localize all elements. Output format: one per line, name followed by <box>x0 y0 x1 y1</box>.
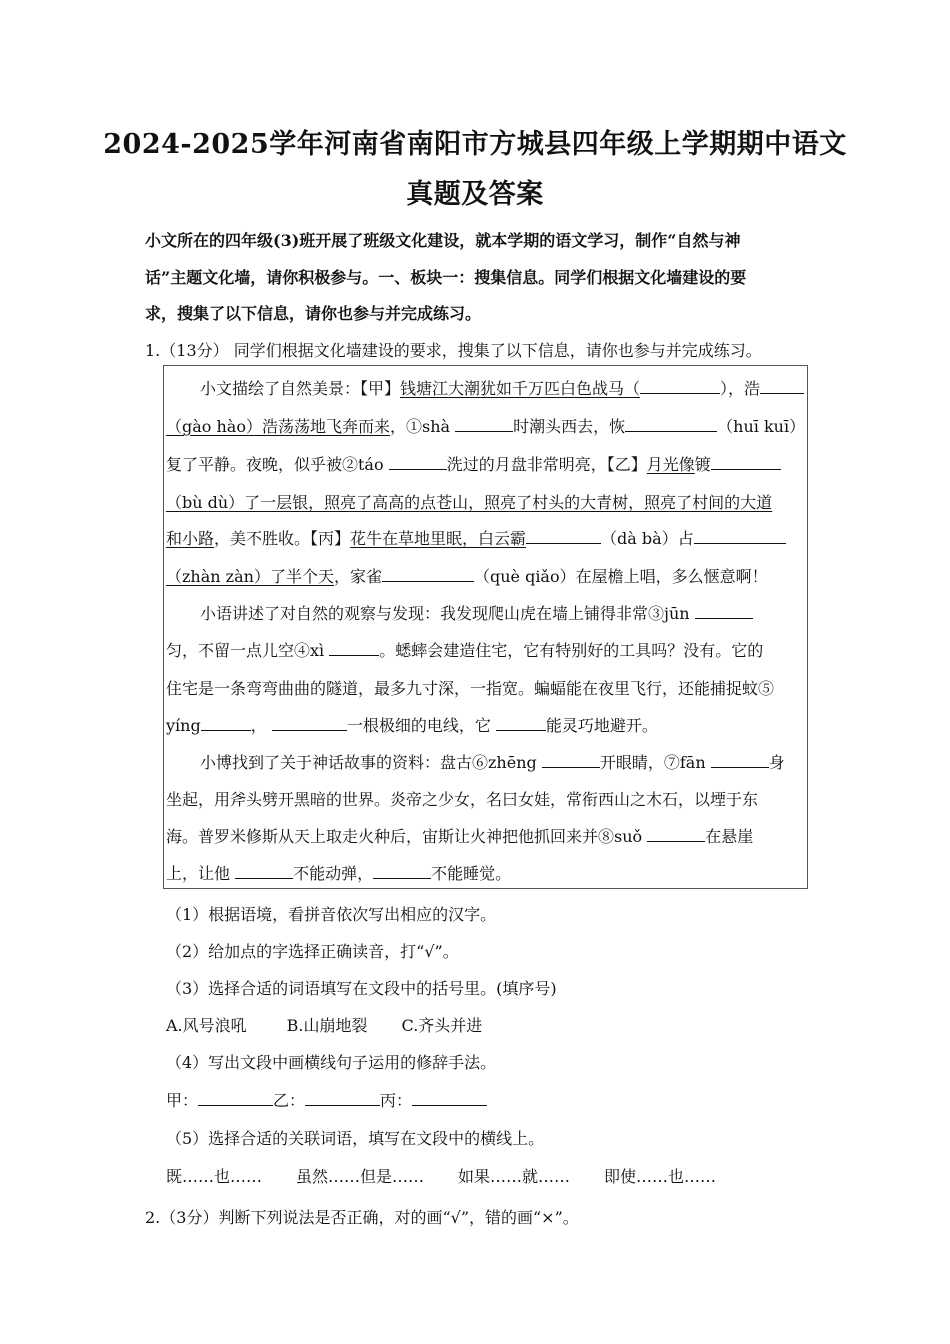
blank <box>711 455 781 470</box>
answer-blank-yi <box>305 1091 380 1106</box>
document-title-line-1: 2024-2025学年河南省南阳市方城县四年级上学期期中语文 <box>103 129 847 160</box>
blank <box>760 379 804 394</box>
option-a: A.风号浪吼 <box>166 1016 247 1035</box>
passage-p2-line-4: yíng ， 一根极细的电线，它 能灵巧地避开。 <box>166 716 658 735</box>
blank <box>526 529 601 544</box>
answer-blank-bing <box>412 1091 487 1106</box>
passage-p3-line-1: 小博找到了关于神话故事的资料：盘古⑥zhēng 开眼睛，⑦fān 身 <box>200 753 785 772</box>
passage-p1-line-1: 小文描绘了自然美景：【甲】钱塘江大潮犹如千万匹白色战马（ ），浩 <box>200 376 804 399</box>
passage-p3-line-3: 海。普罗米修斯从天上取走火种后，宙斯让火神把他抓回来并⑧suǒ 在悬崖 <box>166 827 754 846</box>
question-1-header: 1.（13分） 同学们根据文化墙建设的要求，搜集了以下信息，请你也参与并完成练习。 <box>145 341 762 360</box>
passage-p2-line-2: 匀，不留一点儿空④xì 。蟋蟀会建造住宅，它有特别好的工具吗？没有。它的 <box>166 641 764 660</box>
answer-blank-jia <box>198 1091 273 1106</box>
blank <box>235 864 293 879</box>
options-row <box>166 1013 482 1036</box>
underlined-sentence-yi: 月光像 <box>646 455 695 474</box>
blank <box>647 827 705 842</box>
passage-p2-line-1: 小语讲述了对自然的观察与发现：我发现爬山虎在墙上铺得非常③jūn <box>200 601 753 624</box>
underlined-sentence-jia: 钱塘江大潮犹如千万匹白色战马（ <box>400 379 641 398</box>
document-title-line-2: 真题及答案 <box>406 179 544 210</box>
blank <box>329 641 379 656</box>
blank <box>455 417 513 432</box>
blank <box>201 716 251 731</box>
blank <box>389 455 447 470</box>
blank <box>496 716 546 731</box>
blank <box>695 604 753 619</box>
passage-p1-line-2: （gào hào）浩荡荡地飞奔而来，①shà 时潮头西去，恢 （huī kuī） <box>166 417 806 436</box>
sub-question-1: （1）根据语境，看拼音依次写出相应的汉字。 <box>166 905 497 924</box>
option-b: B.山崩地裂 <box>286 1016 368 1035</box>
sub-question-4: （4）写出文段中画横线句子运用的修辞手法。 <box>166 1053 497 1072</box>
sub-question-2: （2）给加点的字选择正确读音，打“√”。 <box>166 942 459 961</box>
option-c: C.齐头并进 <box>401 1016 483 1035</box>
intro-line-3: 求，搜集了以下信息，请你也参与并完成练习。 <box>145 304 482 323</box>
blank <box>382 567 474 582</box>
passage-p1-line-6: （zhàn zàn）了半个天，家雀 （què qiǎo）在屋檐上唱，多么惬意啊！ <box>166 567 768 586</box>
intro-line-2: 话”主题文化墙，请你积极参与。一、板块一：搜集信息。同学们根据文化墙建设的要 <box>145 268 747 287</box>
passage-p1-line-3: 复了平静。夜晚，似乎被②táo 洗过的月盘非常明亮，【乙】月光像镀 <box>166 452 781 475</box>
blank <box>694 529 786 544</box>
blank <box>640 379 720 394</box>
passage-p2-line-3: 住宅是一条弯弯曲曲的隧道，最多九寸深，一指宽。蝙蝠能在夜里飞行，还能捕捉蚊⑤ <box>166 679 775 698</box>
rhetoric-answers-row: 甲： 乙： 丙： <box>166 1088 487 1111</box>
question-2-header: 2.（3分）判断下列说法是否正确，对的画“√”，错的画“×”。 <box>145 1208 579 1227</box>
passage-p1-line-4: （bù dù）了一层银，照亮了高高的点苍山，照亮了村头的大青树，照亮了村间的大道 <box>166 493 773 512</box>
passage-p3-line-2: 坐起，用斧头劈开黑暗的世界。炎帝之少女，名曰女娃，常衔西山之木石，以堙于东 <box>166 790 759 809</box>
passage-p3-line-4: 上，让他 不能动弹， 不能睡觉。 <box>166 864 512 883</box>
underlined-sentence-bing: 花牛在草地里眠，白云霸 <box>350 529 527 548</box>
passage-p1-line-5: 和小路，美不胜收。【丙】花牛在草地里眠，白云霸 （dà bà）占 <box>166 526 786 549</box>
sub-question-3: （3）选择合适的词语填写在文段中的括号里。(填序号) <box>166 979 557 998</box>
blank <box>542 753 600 768</box>
conjunctions-row: 既……也…… 虽然……但是…… 如果……就…… 即使……也…… <box>166 1167 717 1186</box>
blank <box>625 417 717 432</box>
passage-box <box>163 365 808 889</box>
blank <box>272 716 347 731</box>
blank <box>711 753 769 768</box>
sub-question-5: （5）选择合适的关联词语，填写在文段中的横线上。 <box>166 1129 545 1148</box>
intro-line-1: 小文所在的四年级(3)班开展了班级文化建设，就本学期的语文学习，制作“自然与神 <box>145 231 741 250</box>
blank <box>373 864 431 879</box>
